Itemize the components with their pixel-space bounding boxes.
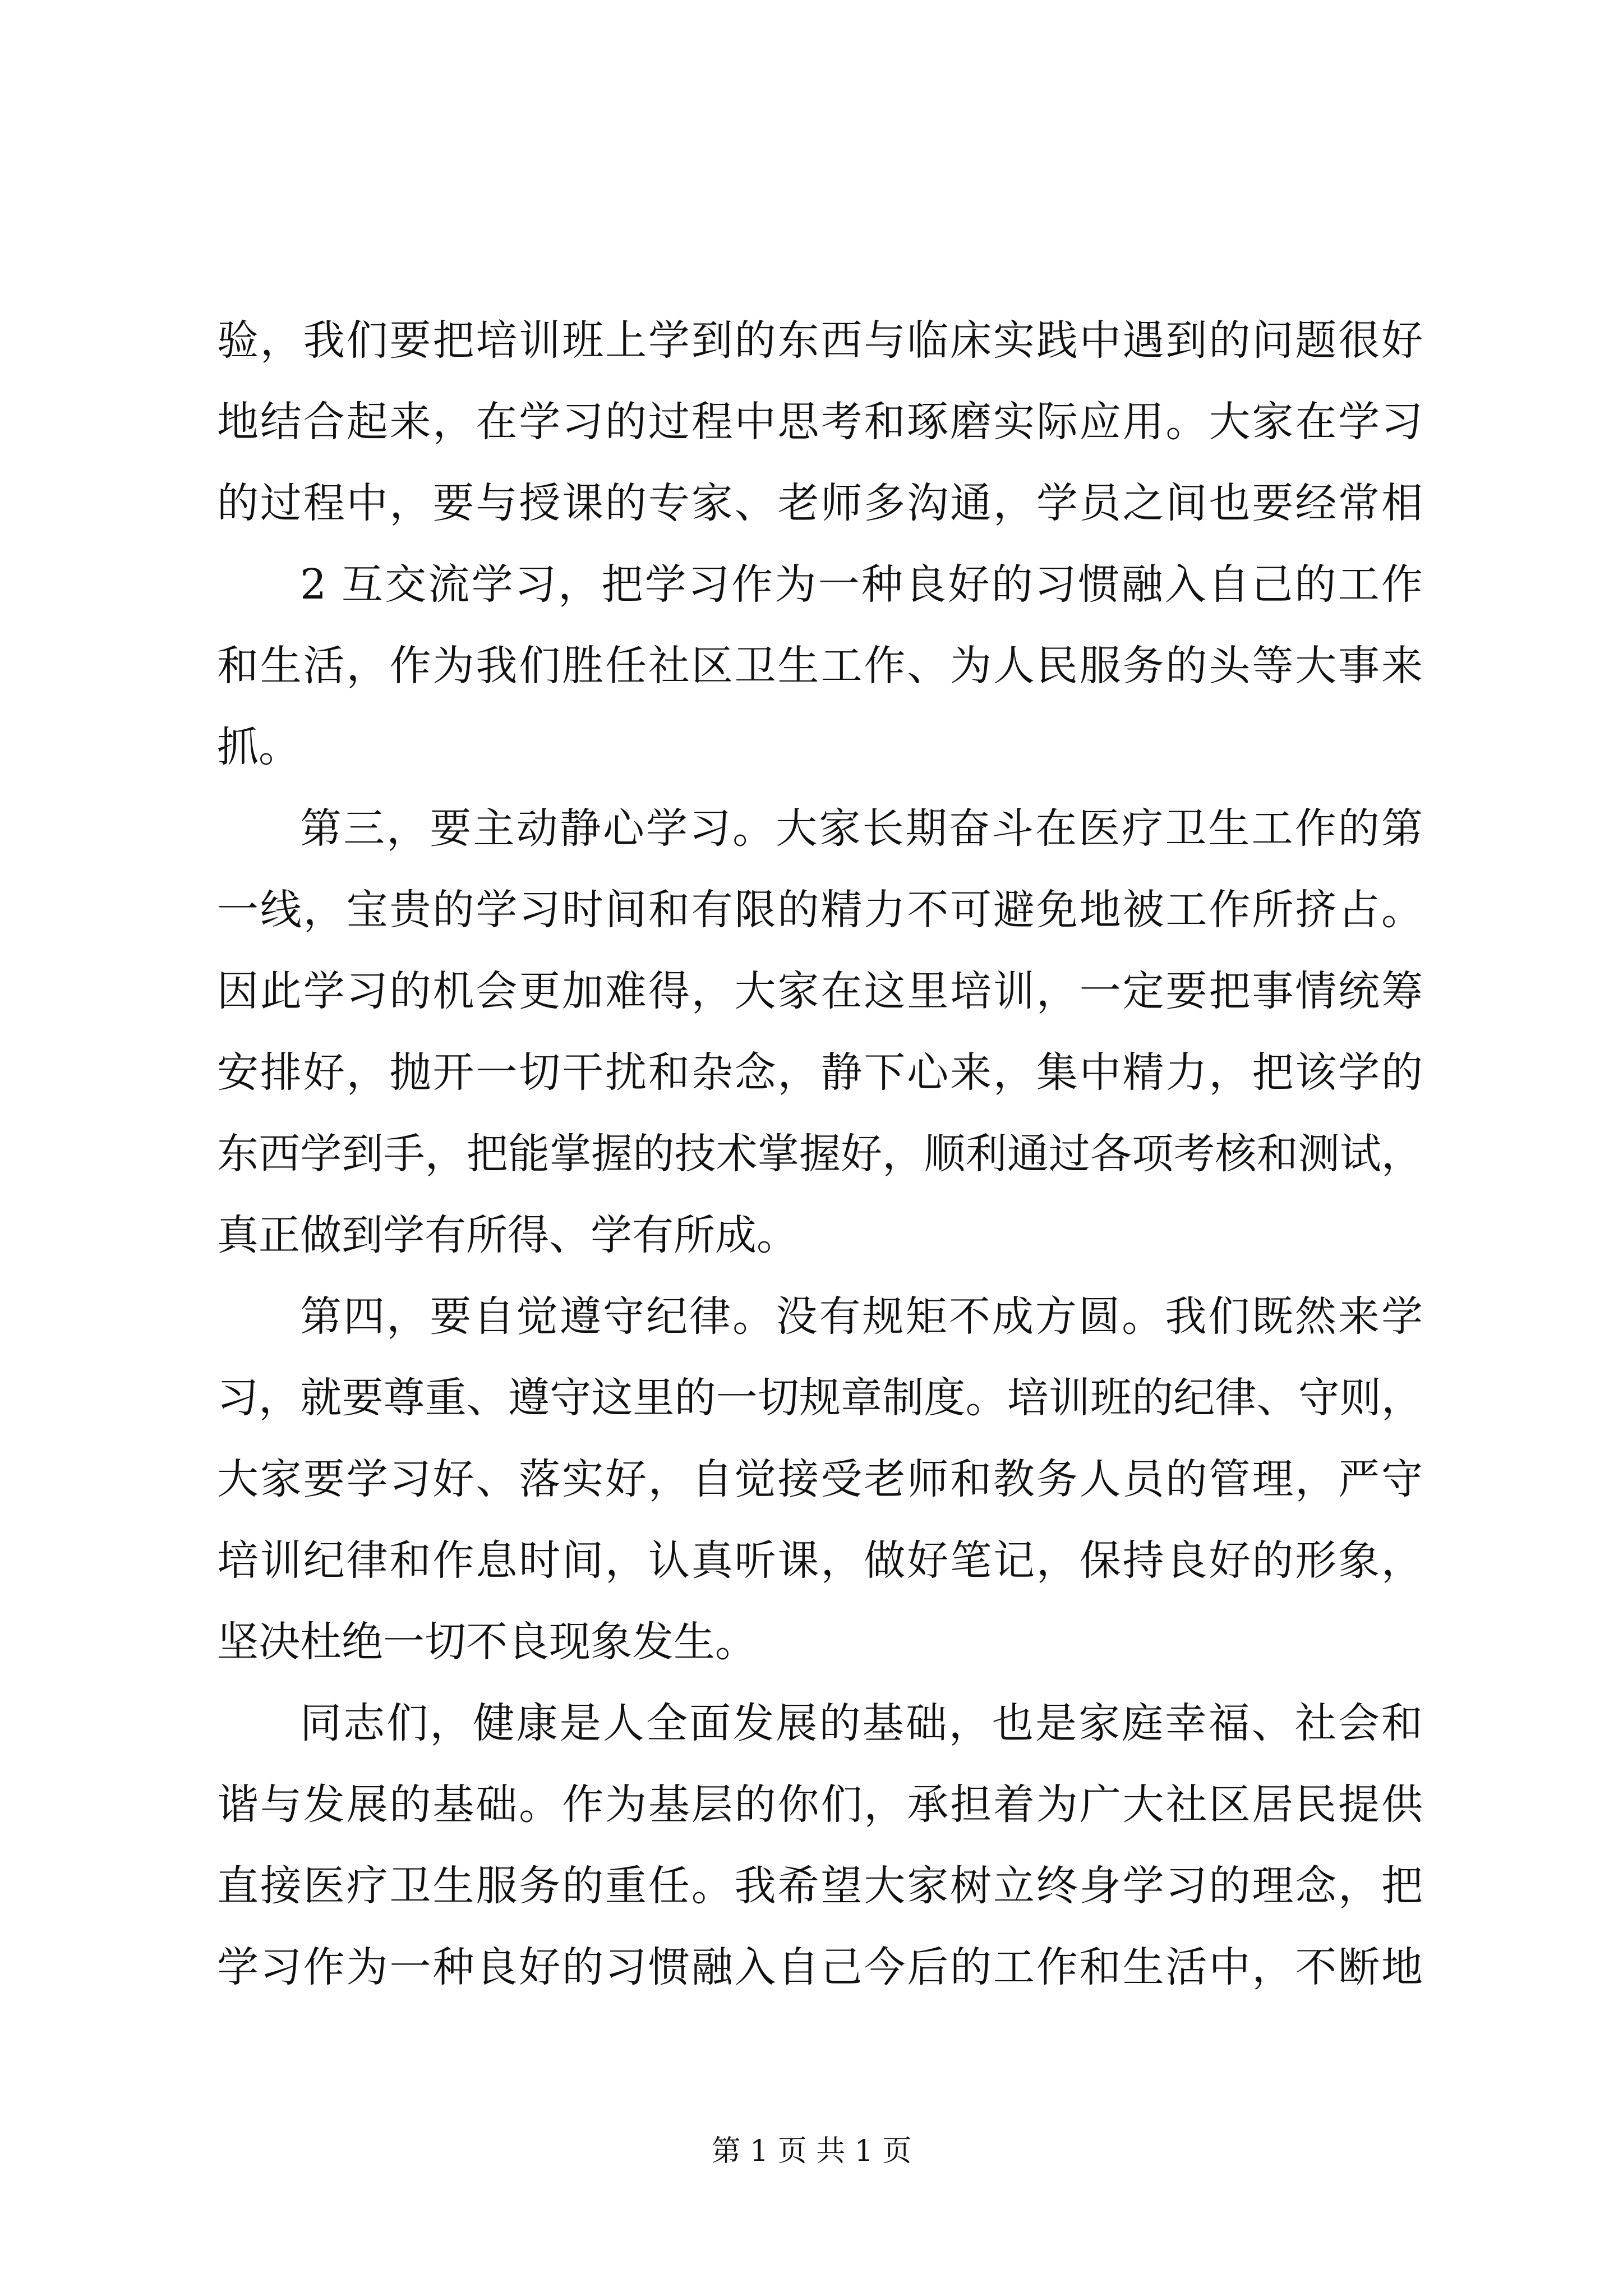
text-line: 第三，要主动静心学习。大家长期奋斗在医疗卫生工作的第 — [300, 804, 1423, 853]
text-line: 直接医疗卫生服务的重任。我希望大家树立终身学习的理念，把 — [217, 1862, 1423, 1910]
text-line: 地结合起来，在学习的过程中思考和琢磨实际应用。大家在学习 — [217, 398, 1423, 446]
text-line: 抓。 — [217, 723, 300, 771]
text-line: 坚决杜绝一切不良现象发生。 — [217, 1618, 757, 1666]
text-line: 同志们，健康是人全面发展的基础，也是家庭幸福、社会和 — [300, 1699, 1423, 1747]
document-body — [217, 300, 1423, 2008]
text-line: 学习作为一种良好的习惯融入自己今后的工作和生活中，不断地 — [217, 1943, 1423, 1991]
text-line: 习，就要尊重、遵守这里的一切规章制度。培训班的纪律、守则， — [217, 1374, 1423, 1422]
text-line: 2 互交流学习，把学习作为一种良好的习惯融入自己的工作 — [300, 560, 1423, 609]
text-line: 和生活，作为我们胜任社区卫生工作、为人民服务的头等大事来 — [217, 642, 1423, 690]
text-line: 因此学习的机会更加难得，大家在这里培训，一定要把事情统筹 — [217, 967, 1423, 1015]
text-line: 第四，要自觉遵守纪律。没有规矩不成方圆。我们既然来学 — [300, 1292, 1423, 1341]
page-number-footer: 第 1 页 共 1 页 — [711, 2134, 912, 2168]
text-line: 谐与发展的基础。作为基层的你们，承担着为广大社区居民提供 — [217, 1780, 1423, 1829]
text-line: 的过程中，要与授课的专家、老师多沟通，学员之间也要经常相 — [217, 479, 1423, 527]
text-line: 真正做到学有所得、学有所成。 — [217, 1211, 798, 1259]
text-line: 大家要学习好、落实好，自觉接受老师和教务人员的管理，严守 — [217, 1455, 1423, 1503]
text-line: 一线，宝贵的学习时间和有限的精力不可避免地被工作所挤占。 — [217, 886, 1423, 934]
text-line: 东西学到手，把能掌握的技术掌握好，顺利通过各项考核和测试， — [217, 1130, 1423, 1178]
text-line: 验，我们要把培训班上学到的东西与临床实践中遇到的问题很好 — [217, 316, 1423, 365]
text-line: 培训纪律和作息时间，认真听课，做好笔记，保持良好的形象， — [217, 1536, 1423, 1585]
text-line: 安排好，抛开一切干扰和杂念，静下心来，集中精力，把该学的 — [217, 1048, 1423, 1097]
